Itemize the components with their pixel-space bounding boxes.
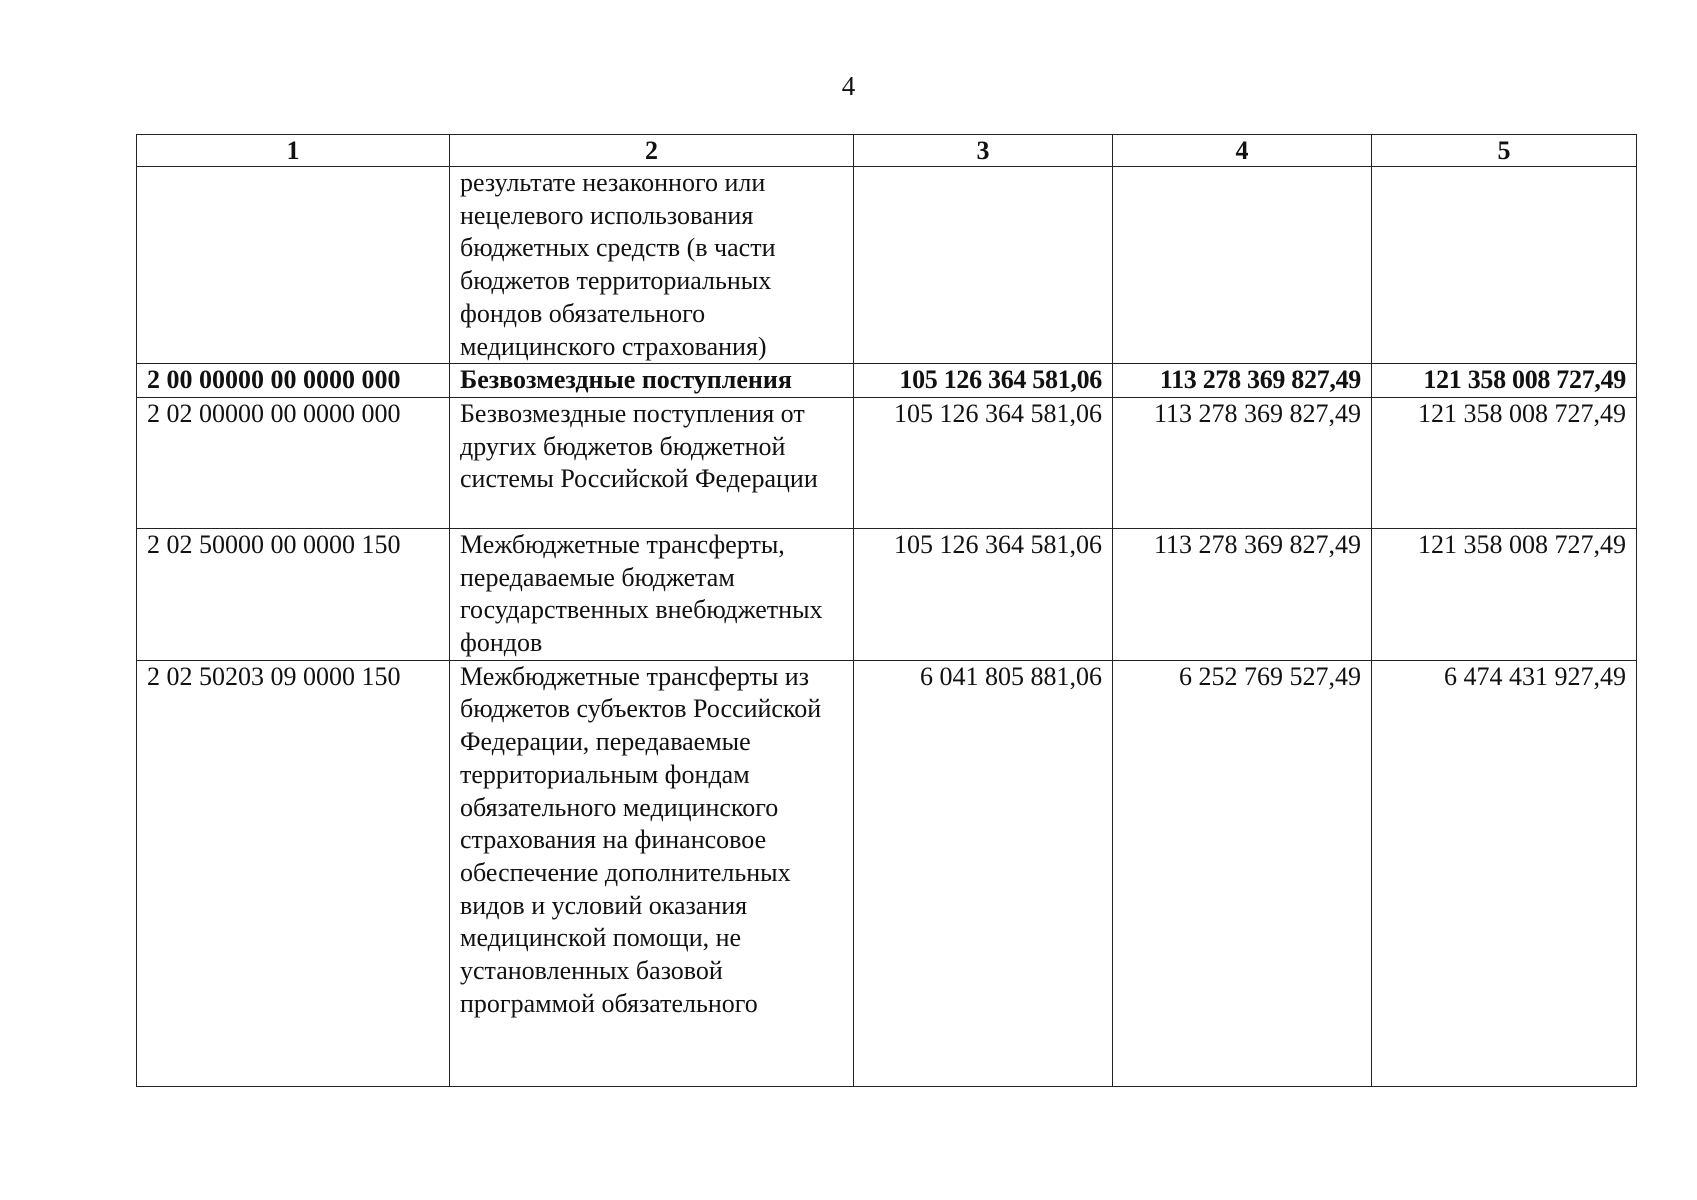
row-value-col4: 113 278 369 827,49 [1113,528,1372,660]
row-value-col5: 121 358 008 727,49 [1372,397,1637,528]
row-value-col3: 6 041 805 881,06 [854,660,1113,1086]
row-code: 2 02 00000 00 0000 000 [137,397,450,528]
row-code: 2 02 50000 00 0000 150 [137,528,450,660]
row-name: результате незаконного или нецелевого использования бюджетных средств (в части бюджетов территориальных фондов обязательного медицинского страхования) [450,167,854,364]
header-col-3: 3 [854,135,1113,167]
table-header-row [137,135,1637,167]
row-name: Безвозмездные поступления [450,364,854,398]
header-col-2: 2 [450,135,854,167]
row-value-col3: 105 126 364 581,06 [854,397,1113,528]
row-value-col4: 113 278 369 827,49 [1113,364,1372,398]
row-value-col5 [1372,167,1637,364]
page-number: 4 [841,71,856,101]
row-value-col4: 6 252 769 527,49 [1113,660,1372,1086]
table-row [137,167,1637,364]
row-name: Межбюджетные трансферты, передаваемые бюджетам государственных внебюджетных фондов [450,528,854,660]
table-row [137,528,1637,660]
header-col-1: 1 [137,135,450,167]
row-value-col5: 6 474 431 927,49 [1372,660,1637,1086]
row-value-col4: 113 278 369 827,49 [1113,397,1372,528]
row-name: Безвозмездные поступления от других бюджетов бюджетной системы Российской Федерации [450,397,854,528]
table-row [137,397,1637,528]
header-col-5: 5 [1372,135,1637,167]
row-value-col5: 121 358 008 727,49 [1372,528,1637,660]
row-value-col5: 121 358 008 727,49 [1372,364,1637,398]
row-code: 2 00 00000 00 0000 000 [137,364,450,398]
row-name: Межбюджетные трансферты из бюджетов субъектов Российской Федерации, передаваемые территориальным фондам обязательного медицинского страхования на финансовое обеспечение дополнительных видов и условий оказания медицинской помощи, не установленных базовой программой обязательного [450,660,854,1086]
budget-revenue-table [136,134,1637,1087]
row-code: 2 02 50203 09 0000 150 [137,660,450,1086]
row-value-col3: 105 126 364 581,06 [854,528,1113,660]
table-row [137,660,1637,1086]
row-value-col4 [1113,167,1372,364]
row-code [137,167,450,364]
table-row-total [137,364,1637,398]
header-col-4: 4 [1113,135,1372,167]
row-value-col3: 105 126 364 581,06 [854,364,1113,398]
row-value-col3 [854,167,1113,364]
